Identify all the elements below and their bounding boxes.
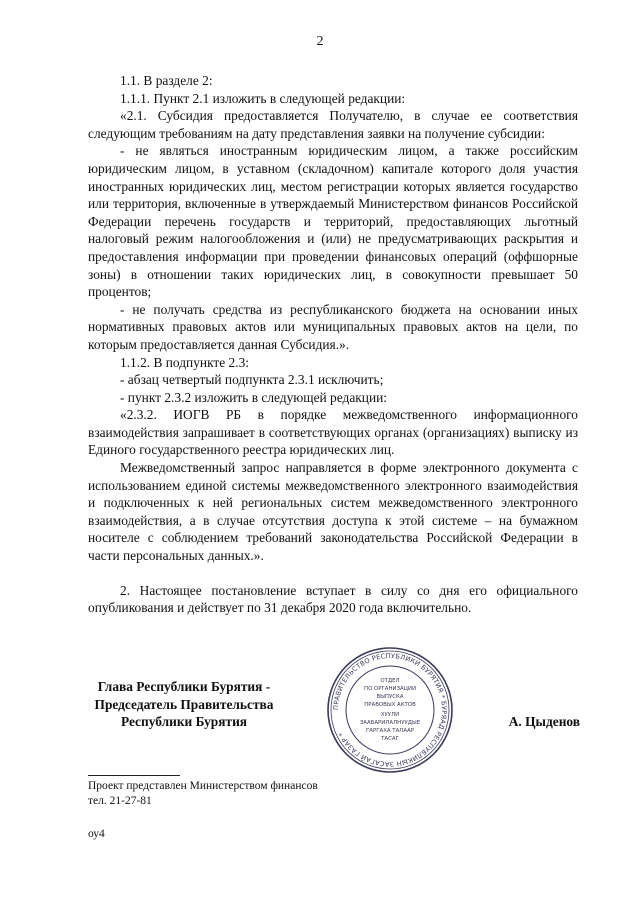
- footnote-phone: тел. 21-27-81: [88, 795, 152, 807]
- paragraph-2-1: «2.1. Субсидия предоставляется Получателю, в случае ее соответствия следующим требованиям на дату представления заявки на получение субсидии:: [88, 108, 578, 141]
- seal-center-text: ЗААБАРИЛАЛНУУДЫЕ: [359, 720, 421, 726]
- page-number: 2: [316, 34, 324, 49]
- signatory-title-line: Республики Бурятия: [120, 714, 248, 730]
- seal-center-text: ПО ОРГАНИЗАЦИИ: [364, 686, 416, 692]
- signature-block: [60, 651, 580, 769]
- seal-center-text: ХУУЛИ: [380, 712, 400, 718]
- paragraph-mezhved: Межведомственный запрос направляется в форме электронного документа с использованием единой системы межведомственного электронного взаимодействия и подключенных к ней региональных систем межведомственного электронного взаимодействия, а в случае отсутствия доступа к этой системе – на бумажном носителе с соблюдением требований законодательства Российской Федерации в части персональных данных.».: [88, 460, 578, 564]
- document-body: [88, 72, 578, 617]
- footnote: [88, 779, 318, 809]
- seal-center-text: ОТДЕЛ: [380, 678, 400, 684]
- paragraph-condition-1: - не являться иностранным юридическим лицом, а также российским юридическим лицом, в уставном (складочном) капитале которого доля участия иностранных юридических лиц, местом регистрации которых является государство или территория, включенные в утверждаемый Министерством финансов Российской Федерации перечень государств и территорий, предоставляющих льготный налоговый режим налогообложения и (или) не предусматривающих раскрытия и предоставления информации при проведении финансовых операций (оффшорные зоны) в отношении таких юридических лиц, в совокупности превышает 50 процентов;: [88, 143, 578, 300]
- seal-center-text: ТАСАГ: [381, 736, 399, 742]
- seal-ring-text: ПРАВИТЕЛЬСТВО РЕСПУБЛИКИ БУРЯТИЯ * БУРЯАД РЕСПУБЛИКЫН ЗАСАГАЙ ГАЗАР *: [331, 651, 449, 769]
- document-code: оу4: [88, 828, 105, 840]
- paragraph-effective: 2. Настоящее постановление вступает в силу со дня его официального опубликования и действует по 31 декабря 2020 года включительно.: [88, 582, 578, 616]
- signatory-title-line: Председатель Правительства: [94, 696, 274, 712]
- signatory-name: А. Цыденов: [508, 714, 580, 729]
- paragraph-condition-2: - не получать средства из республиканского бюджета на основании иных нормативных правовых актов или муниципальных правовых актов на цели, по которым предоставляется данная Субсидия.».: [88, 301, 578, 352]
- signatory-title: [84, 678, 284, 731]
- paragraph-1-1-1: 1.1.1. Пункт 2.1 изложить в следующей редакции:: [120, 90, 406, 106]
- paragraph-punkt: - пункт 2.3.2 изложить в следующей редакции:: [120, 389, 388, 405]
- paragraph-1-1-2: 1.1.2. В подпункте 2.3:: [120, 354, 250, 370]
- seal-center-text: ВЫПУСКА: [376, 694, 404, 700]
- paragraph-abzac: - абзац четвертый подпункта 2.3.1 исключить;: [120, 372, 384, 388]
- svg-text:ПРАВИТЕЛЬСТВО РЕСПУБЛИКИ БУРЯТ: [332, 652, 448, 768]
- paragraph-section-2: 1.1. В разделе 2:: [120, 73, 213, 88]
- signatory-title-line: Глава Республики Бурятия -: [97, 679, 271, 694]
- seal-center-text: ПРАВОВЫХ АКТОВ: [364, 702, 416, 708]
- seal-center-text: ГАРГАХА ТАЛААР: [366, 728, 414, 734]
- footnote-prepared-by: Проект представлен Министерством финансов: [88, 780, 318, 792]
- official-seal: [326, 646, 454, 774]
- paragraph-2-3-2: «2.3.2. ИОГВ РБ в порядке межведомственного информационного взаимодействия запрашивает в соответствующих органах (организациях) выписку из Единого государственного реестра юридических лиц.: [88, 407, 578, 458]
- footnote-divider: [88, 775, 180, 776]
